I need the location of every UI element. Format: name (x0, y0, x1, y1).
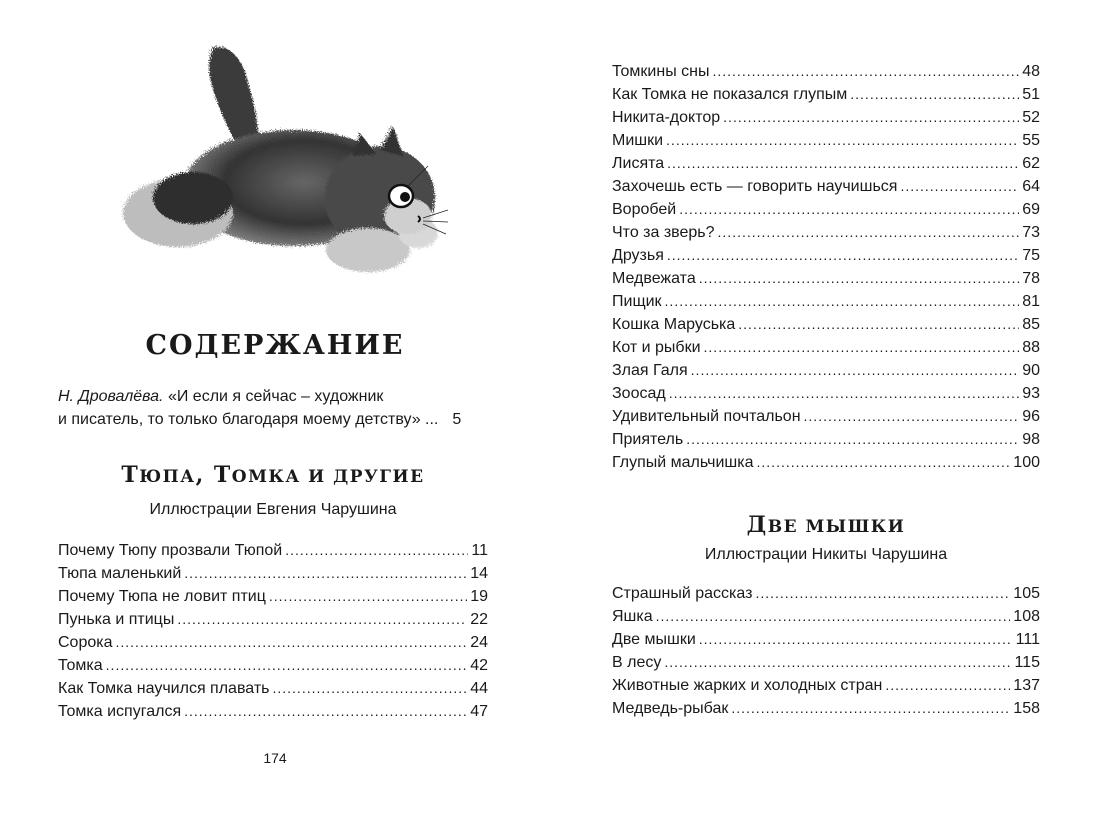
toc-entry-page: 85 (1022, 316, 1040, 333)
toc-entry-title: Глупый мальчишка (612, 454, 754, 471)
toc-entry-title: Яшка (612, 608, 653, 625)
toc-entry-title: Животные жарких и холодных стран (612, 677, 883, 694)
toc-entry[interactable] (58, 608, 488, 631)
toc-entry-title: Мишки (612, 132, 664, 149)
toc-entry-page: 75 (1022, 247, 1040, 264)
toc-entry-page: 158 (1013, 700, 1040, 717)
toc-entry-page: 62 (1022, 155, 1040, 172)
toc-entry[interactable] (612, 336, 1040, 359)
toc-leader-dots (723, 106, 1019, 129)
toc-entry-title: Томкины сны (612, 63, 710, 80)
toc-leader-dots (184, 700, 467, 723)
toc-leader-dots (269, 585, 467, 608)
toc-leader-dots (667, 244, 1019, 267)
toc-entry[interactable] (612, 244, 1040, 267)
toc-leader-dots (669, 382, 1020, 405)
intro-page-number: 5 (452, 411, 462, 428)
section-subtitle-dve-myshki: Иллюстрации Никиты Чарушина (704, 546, 948, 563)
toc-entry-title: Томка испугался (58, 703, 182, 720)
toc-entry[interactable] (612, 267, 1040, 290)
toc-entry[interactable] (612, 198, 1040, 221)
toc-entry-page: 55 (1022, 132, 1040, 149)
toc-leader-dots (738, 313, 1019, 336)
toc-entry[interactable] (612, 83, 1040, 106)
section-title-part: Д (746, 512, 768, 538)
toc-entry-title: Медведь-рыбак (612, 700, 729, 717)
section-title-tyupa (58, 462, 488, 488)
toc-entry[interactable] (612, 451, 1040, 474)
toc-entry-page: 78 (1022, 270, 1040, 287)
toc-leader-dots (804, 405, 1020, 428)
toc-entry-title: Как Томка научился плавать (58, 680, 270, 697)
contents-title: СОДЕРЖАНИЕ (145, 330, 405, 361)
toc-entry-page: 14 (470, 565, 488, 582)
toc-leader-dots (679, 198, 1019, 221)
toc-entry-page: 52 (1022, 109, 1040, 126)
toc-leader-dots (656, 605, 1011, 628)
toc-entry[interactable] (612, 313, 1040, 336)
toc-entry[interactable] (612, 651, 1040, 674)
toc-entry-page: 64 (1022, 178, 1040, 195)
toc-leader-dots (699, 628, 1013, 651)
toc-entry[interactable] (612, 382, 1040, 405)
toc-entry[interactable] (612, 428, 1040, 451)
toc-entry[interactable] (612, 106, 1040, 129)
toc-entry-page: 11 (471, 542, 488, 559)
toc-leader-dots (885, 674, 1010, 697)
toc-leader-dots (712, 60, 1019, 83)
toc-entry[interactable] (612, 129, 1040, 152)
toc-entry-title: Почему Тюпа не ловит птиц (58, 588, 266, 605)
toc-leader-dots (691, 359, 1020, 382)
toc-entry-page: 90 (1022, 362, 1040, 379)
section-title-part: , Т (195, 462, 232, 488)
toc-entry[interactable] (58, 631, 488, 654)
toc-leader-dots (285, 539, 468, 562)
toc-leader-dots (850, 83, 1019, 106)
toc-list-continued (612, 60, 1040, 474)
toc-entry-page: 108 (1013, 608, 1040, 625)
toc-entry-page: 24 (470, 634, 488, 651)
toc-entry-page: 96 (1022, 408, 1040, 425)
toc-leader-dots (686, 428, 1019, 451)
toc-entry-page: 93 (1022, 385, 1040, 402)
intro-text-2: и писатель, то только благодаря моему детству» ... (58, 411, 439, 428)
toc-entry[interactable] (58, 585, 488, 608)
toc-entry[interactable] (612, 674, 1040, 697)
toc-leader-dots (667, 152, 1019, 175)
toc-entry[interactable] (612, 697, 1040, 720)
toc-entry-title: Томка (58, 657, 103, 674)
toc-leader-dots (757, 451, 1011, 474)
toc-entry-page: 51 (1022, 86, 1040, 103)
toc-entry[interactable] (612, 405, 1040, 428)
toc-entry-page: 73 (1022, 224, 1040, 241)
toc-entry[interactable] (612, 605, 1040, 628)
toc-entry-title: Злая Галя (612, 362, 688, 379)
toc-entry-page: 48 (1022, 63, 1040, 80)
toc-leader-dots (900, 175, 1019, 198)
toc-entry-title: Зоосад (612, 385, 666, 402)
toc-entry[interactable] (612, 152, 1040, 175)
toc-entry-title: Друзья (612, 247, 664, 264)
toc-entry[interactable] (58, 539, 488, 562)
toc-entry-title: Сорока (58, 634, 113, 651)
toc-leader-dots (666, 129, 1019, 152)
kitten-illustration-icon (118, 38, 448, 298)
toc-entry-page: 81 (1022, 293, 1040, 310)
section-title-part: ВЕ МЫШКИ (767, 517, 906, 537)
toc-entry-title: Удивительный почтальон (612, 408, 801, 425)
toc-entry-title: Приятель (612, 431, 684, 448)
toc-entry-title: В лесу (612, 654, 662, 671)
toc-leader-dots (704, 336, 1020, 359)
toc-list-section2 (612, 582, 1040, 720)
toc-entry[interactable] (612, 221, 1040, 244)
toc-entry-title: Медвежата (612, 270, 696, 287)
toc-entry-title: Захочешь есть — говорить научишься (612, 178, 898, 195)
toc-entry-page: 69 (1022, 201, 1040, 218)
toc-entry[interactable] (612, 175, 1040, 198)
toc-leader-dots (665, 290, 1020, 313)
section-title-part: ЮПА (139, 467, 196, 487)
toc-list-section1 (58, 539, 488, 723)
toc-leader-dots (731, 697, 1010, 720)
toc-leader-dots (272, 677, 467, 700)
toc-entry-title: Воробей (612, 201, 677, 218)
toc-leader-dots (184, 562, 467, 585)
toc-leader-dots (116, 631, 468, 654)
toc-entry-title: Никита-доктор (612, 109, 721, 126)
toc-leader-dots (718, 221, 1020, 244)
intro-text-1: «И если я сейчас – художник (167, 388, 384, 405)
toc-entry-page: 105 (1013, 585, 1040, 602)
toc-entry[interactable] (612, 60, 1040, 83)
toc-leader-dots (177, 608, 467, 631)
toc-entry-title: Страшный рассказ (612, 585, 753, 602)
toc-entry-page: 44 (470, 680, 488, 697)
toc-entry-title: Лисята (612, 155, 665, 172)
toc-entry-page: 98 (1022, 431, 1040, 448)
toc-entry-title: Кошка Маруська (612, 316, 736, 333)
toc-entry-page: 115 (1014, 654, 1040, 671)
toc-leader-dots (106, 654, 468, 677)
toc-leader-dots (699, 267, 1019, 290)
toc-entry[interactable] (612, 582, 1040, 605)
toc-entry-page: 88 (1022, 339, 1040, 356)
section-title-part: Т (121, 462, 140, 488)
toc-entry-title: Как Томка не показался глупым (612, 86, 848, 103)
toc-entry[interactable] (612, 628, 1040, 651)
toc-entry-page: 137 (1013, 677, 1040, 694)
intro-line-2 (58, 408, 498, 431)
section-title-part: ОМКА И ДРУГИЕ (231, 467, 425, 487)
section-subtitle-tyupa: Иллюстрации Евгения Чарушина (149, 501, 397, 518)
toc-entry-title: Почему Тюпу прозвали Тюпой (58, 542, 283, 559)
toc-entry[interactable] (612, 359, 1040, 382)
toc-entry[interactable] (58, 562, 488, 585)
toc-entry-title: Пищик (612, 293, 662, 310)
intro-entry[interactable] (58, 385, 498, 431)
section-title-dve-myshki (612, 512, 1040, 538)
toc-leader-dots (664, 651, 1011, 674)
page-number: 174 (263, 750, 287, 766)
toc-entry-page: 100 (1013, 454, 1040, 471)
toc-entry-page: 42 (470, 657, 488, 674)
toc-leader-dots (755, 582, 1010, 605)
toc-entry-page: 22 (470, 611, 488, 628)
toc-entry-title: Кот и рыбки (612, 339, 701, 356)
toc-entry[interactable] (58, 677, 488, 700)
toc-entry-title: Что за зверь? (612, 224, 715, 241)
toc-entry-page: 19 (470, 588, 488, 605)
toc-entry-page: 47 (470, 703, 488, 720)
toc-entry[interactable] (612, 290, 1040, 313)
intro-line-1 (58, 385, 498, 408)
toc-entry-page: 111 (1015, 631, 1040, 648)
toc-entry-title: Две мышки (612, 631, 696, 648)
toc-entry[interactable] (58, 700, 488, 723)
toc-entry[interactable] (58, 654, 488, 677)
toc-entry-title: Тюпа маленький (58, 565, 182, 582)
intro-author: Н. Дровалёва. (58, 388, 164, 405)
toc-entry-title: Пунька и птицы (58, 611, 175, 628)
